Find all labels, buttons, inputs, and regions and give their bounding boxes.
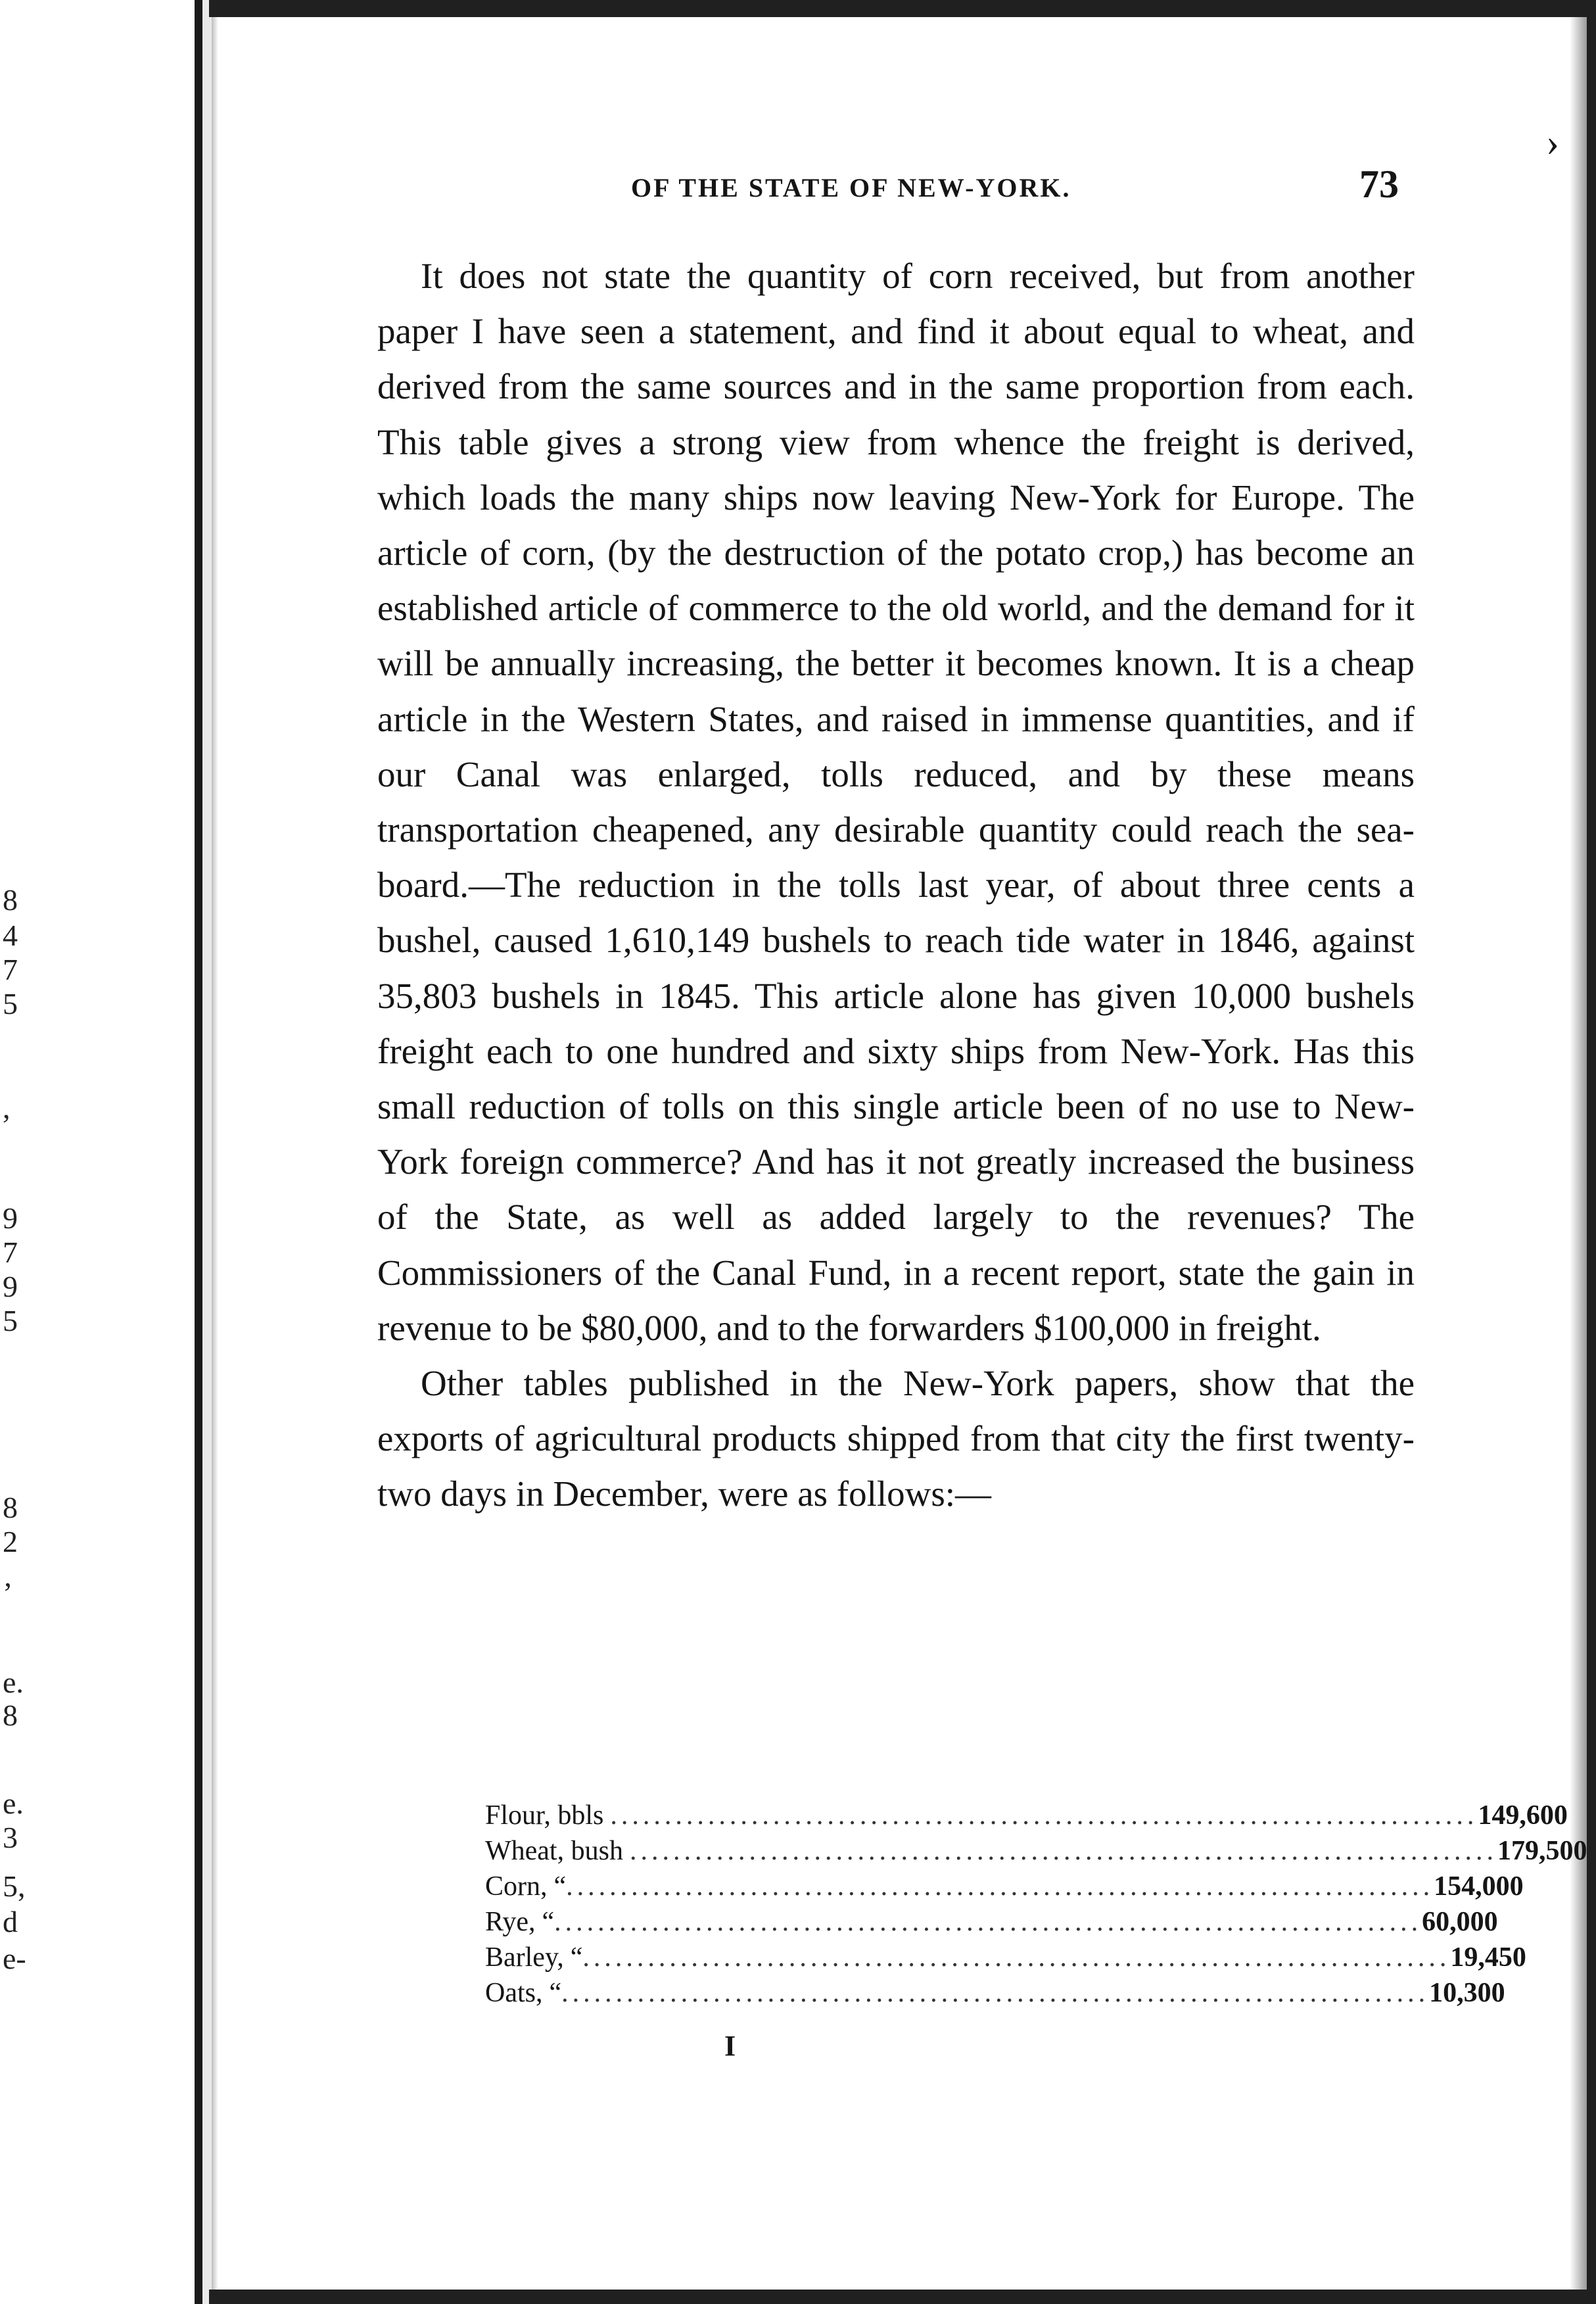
- leader-dots: ................................................................................: [561, 1978, 1430, 2008]
- facing-page-fragments: [0, 0, 26, 2304]
- leader-dots: ................................................................................: [610, 1800, 1478, 1831]
- fragment: 7: [3, 1236, 18, 1269]
- ditto-mark: “: [553, 1871, 567, 1902]
- page-edge-mark: ›: [1546, 120, 1559, 164]
- fragment: 8: [3, 1698, 18, 1732]
- product-label: Barley,: [485, 1942, 564, 1973]
- product-label: Flour, bbls: [485, 1800, 604, 1831]
- leader-dots: ................................................................................: [554, 1907, 1422, 1937]
- product-label: Corn,: [485, 1871, 548, 1902]
- fragment: e.: [3, 1787, 24, 1820]
- table-row: [485, 1833, 1587, 1869]
- table-row: [485, 1940, 1526, 1975]
- scan-border-top: [209, 0, 1596, 17]
- table-row: [485, 1798, 1568, 1833]
- gutter-shadow: [202, 0, 212, 2304]
- table-row: [485, 1975, 1505, 2011]
- leader-dots: ................................................................................: [629, 1836, 1497, 1866]
- leader-dots: ................................................................................: [566, 1871, 1434, 1902]
- paragraph: It does not state the quantity of corn received, but from another paper I have seen a statement, and find it about equal to wheat, and derived from the same sources and in the same proportion from each. This table gives a strong view from whence the freight is derived, which loads the many ships now leaving New-York for Europe. The article of corn, (by the destruction of the potato crop,) has become an established article of commerce to the old world, and the demand for it will be annually increasing, the better it becomes known. It is a cheap article in the Western States, and raised in immense quantities, and if our Canal was enlarged, tolls reduced, and by these means transportation cheapened, any desirable quantity could reach the sea-board.—The reduction in the tolls last year, of about three cents a bushel, caused 1,610,149 bushels to reach tide water in 1846, against 35,803 bushels in 1845. This article alone has given 10,000 bushels freight each to one hundred and sixty ships from New-York. Has this small reduction of tolls on this single article been of no use to New-York foreign commerce? And has it not greatly increased the business of the State, as well as added largely to the revenues? The Commissioners of the Canal Fund, in a recent report, state the gain in revenue to be $80,000, and to the forwarders $100,000 in freight.: [377, 256, 1415, 1348]
- quantity-value: 179,500: [1497, 1836, 1587, 1866]
- quantity-value: 19,450: [1450, 1942, 1526, 1973]
- ditto-mark: “: [570, 1942, 583, 1973]
- facing-page: [0, 0, 209, 2304]
- page-shadow-left: [212, 17, 218, 2290]
- fragment: 5: [3, 1304, 18, 1337]
- table-row: [485, 1904, 1498, 1940]
- fragment: e.: [3, 1666, 24, 1699]
- product-label: Oats,: [485, 1978, 543, 2008]
- quantity-value: 60,000: [1422, 1907, 1498, 1937]
- fragment: 7: [3, 953, 18, 986]
- page-number: 73: [1359, 162, 1399, 206]
- ditto-mark: “: [542, 1907, 555, 1937]
- book-gutter: [195, 0, 202, 2304]
- scan-border-bottom: [209, 2290, 1596, 2304]
- fragment: d: [3, 1905, 18, 1938]
- fragment: 5: [3, 987, 18, 1020]
- fragment: 3: [3, 1821, 18, 1854]
- page-shadow-right: [1570, 17, 1587, 2290]
- scan-border-right: [1587, 0, 1596, 2304]
- running-head: OF THE STATE OF NEW-YORK.: [631, 173, 1071, 203]
- fragment: e-: [3, 1942, 26, 1975]
- paragraph: Other tables published in the New-York papers, show that the exports of agricultural products shipped from that city the first twenty-two days in December, were as follows:—: [377, 1363, 1415, 1514]
- fragment: ,: [3, 1091, 11, 1124]
- quantity-value: 10,300: [1429, 1978, 1505, 2008]
- fragment: ’: [3, 1576, 13, 1610]
- exports-table: [485, 1798, 1587, 2011]
- fragment: 9: [3, 1201, 18, 1235]
- table-row: [485, 1869, 1524, 1904]
- fragment: 4: [3, 919, 18, 952]
- quantity-value: 149,600: [1478, 1800, 1568, 1831]
- fragment: 8: [3, 883, 18, 917]
- fragment: 2: [3, 1525, 18, 1558]
- ditto-mark: “: [549, 1978, 562, 2008]
- quantity-value: 154,000: [1434, 1871, 1524, 1902]
- signature-mark: I: [724, 2030, 736, 2062]
- product-label: Wheat, bush: [485, 1836, 623, 1866]
- product-label: Rye,: [485, 1907, 536, 1937]
- leader-dots: ................................................................................: [582, 1942, 1451, 1973]
- fragment: 5,: [3, 1869, 26, 1903]
- fragment: 8: [3, 1491, 18, 1524]
- fragment: 9: [3, 1270, 18, 1303]
- body-text: [377, 249, 1415, 1522]
